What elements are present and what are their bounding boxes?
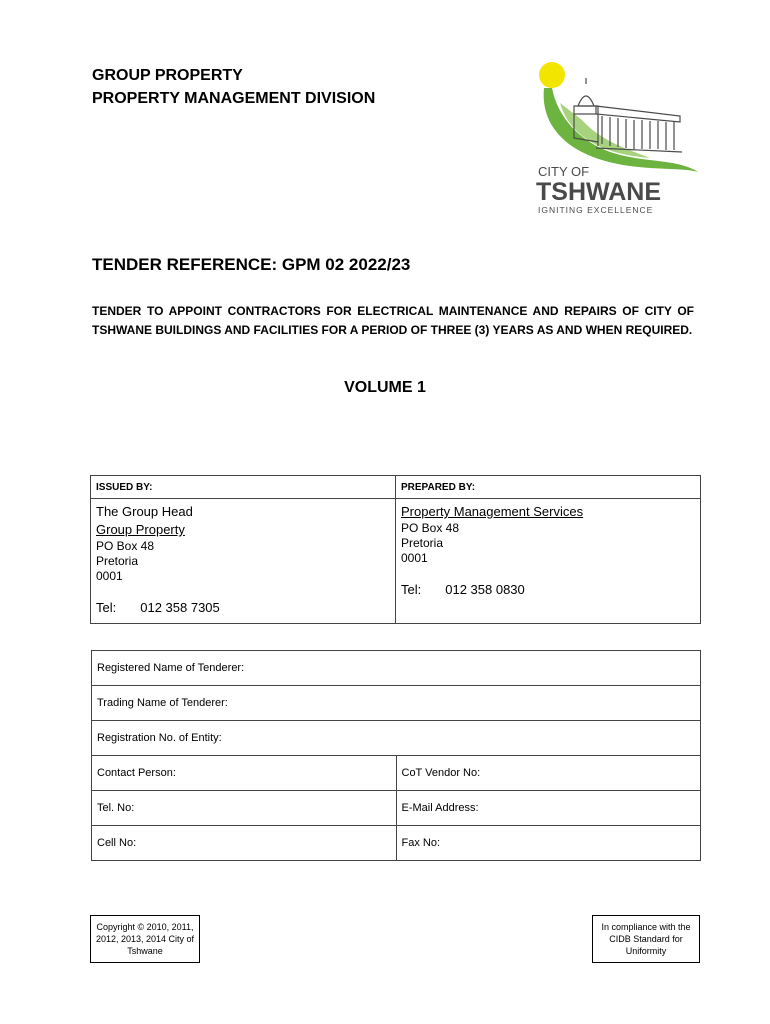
city-of-tshwane-logo xyxy=(530,58,710,218)
header-line-1: GROUP PROPERTY xyxy=(92,67,243,84)
issued-by-tel-label: Tel: xyxy=(96,600,117,615)
issued-by-address-3: 0001 xyxy=(96,569,123,583)
tender-reference: TENDER REFERENCE: GPM 02 2022/23 xyxy=(92,255,411,274)
issued-by-details xyxy=(91,499,396,624)
prepared-by-details xyxy=(396,499,701,624)
copyright-box: Copyright © 2010, 2011, 2012, 2013, 2014 City of Tshwane xyxy=(90,915,200,963)
fax-no-field[interactable]: Fax No: xyxy=(396,826,701,861)
issued-by-address-1: PO Box 48 xyxy=(96,539,155,553)
issued-by-tel xyxy=(96,600,390,615)
issued-by-line-1: The Group Head xyxy=(96,504,193,519)
prepared-by-address-1: PO Box 48 xyxy=(401,521,460,535)
email-field[interactable]: E-Mail Address: xyxy=(396,791,701,826)
prepared-by-address-3: 0001 xyxy=(401,551,428,565)
tender-description: TENDER TO APPOINT CONTRACTORS FOR ELECTRICAL MAINTENANCE AND REPAIRS OF CITY OF TSHWANE BUILDINGS AND FACILITIES FOR A PERIOD OF THREE (3) YEARS AS AND WHEN REQUIRED. xyxy=(92,304,694,337)
prepared-by-tel-number: 012 358 0830 xyxy=(445,582,525,597)
volume-title: VOLUME 1 xyxy=(344,379,426,396)
prepared-by-address-2: Pretoria xyxy=(401,536,444,550)
issued-by-tel-number: 012 358 7305 xyxy=(140,600,220,615)
logo-tagline: IGNITING EXCELLENCE xyxy=(538,205,654,215)
prepared-by-tel xyxy=(401,582,695,597)
tenderer-details-table xyxy=(91,650,701,861)
cell-no-field[interactable]: Cell No: xyxy=(92,826,397,861)
logo-name: TSHWANE xyxy=(536,178,661,206)
contact-person-field[interactable]: Contact Person: xyxy=(92,756,397,791)
registration-no-field[interactable]: Registration No. of Entity: xyxy=(92,721,701,756)
logo-city-of: CITY OF xyxy=(538,164,590,179)
issued-prepared-table xyxy=(90,475,701,624)
tel-no-field[interactable]: Tel. No: xyxy=(92,791,397,826)
header-line-2: PROPERTY MANAGEMENT DIVISION xyxy=(92,90,376,107)
compliance-box: In compliance with the CIDB Standard for Uniformity xyxy=(592,915,700,963)
trading-name-field[interactable]: Trading Name of Tenderer: xyxy=(92,686,701,721)
issued-by-line-2: Group Property xyxy=(96,522,185,537)
prepared-by-label: PREPARED BY: xyxy=(396,476,701,499)
tshwane-emblem-icon xyxy=(530,58,710,218)
prepared-by-line-1: Property Management Services xyxy=(401,504,584,519)
registered-name-field[interactable]: Registered Name of Tenderer: xyxy=(92,651,701,686)
issued-by-label: ISSUED BY: xyxy=(91,476,396,499)
vendor-no-field[interactable]: CoT Vendor No: xyxy=(396,756,701,791)
prepared-by-tel-label: Tel: xyxy=(401,582,422,597)
division-header xyxy=(92,64,375,110)
issued-by-address-2: Pretoria xyxy=(96,554,139,568)
